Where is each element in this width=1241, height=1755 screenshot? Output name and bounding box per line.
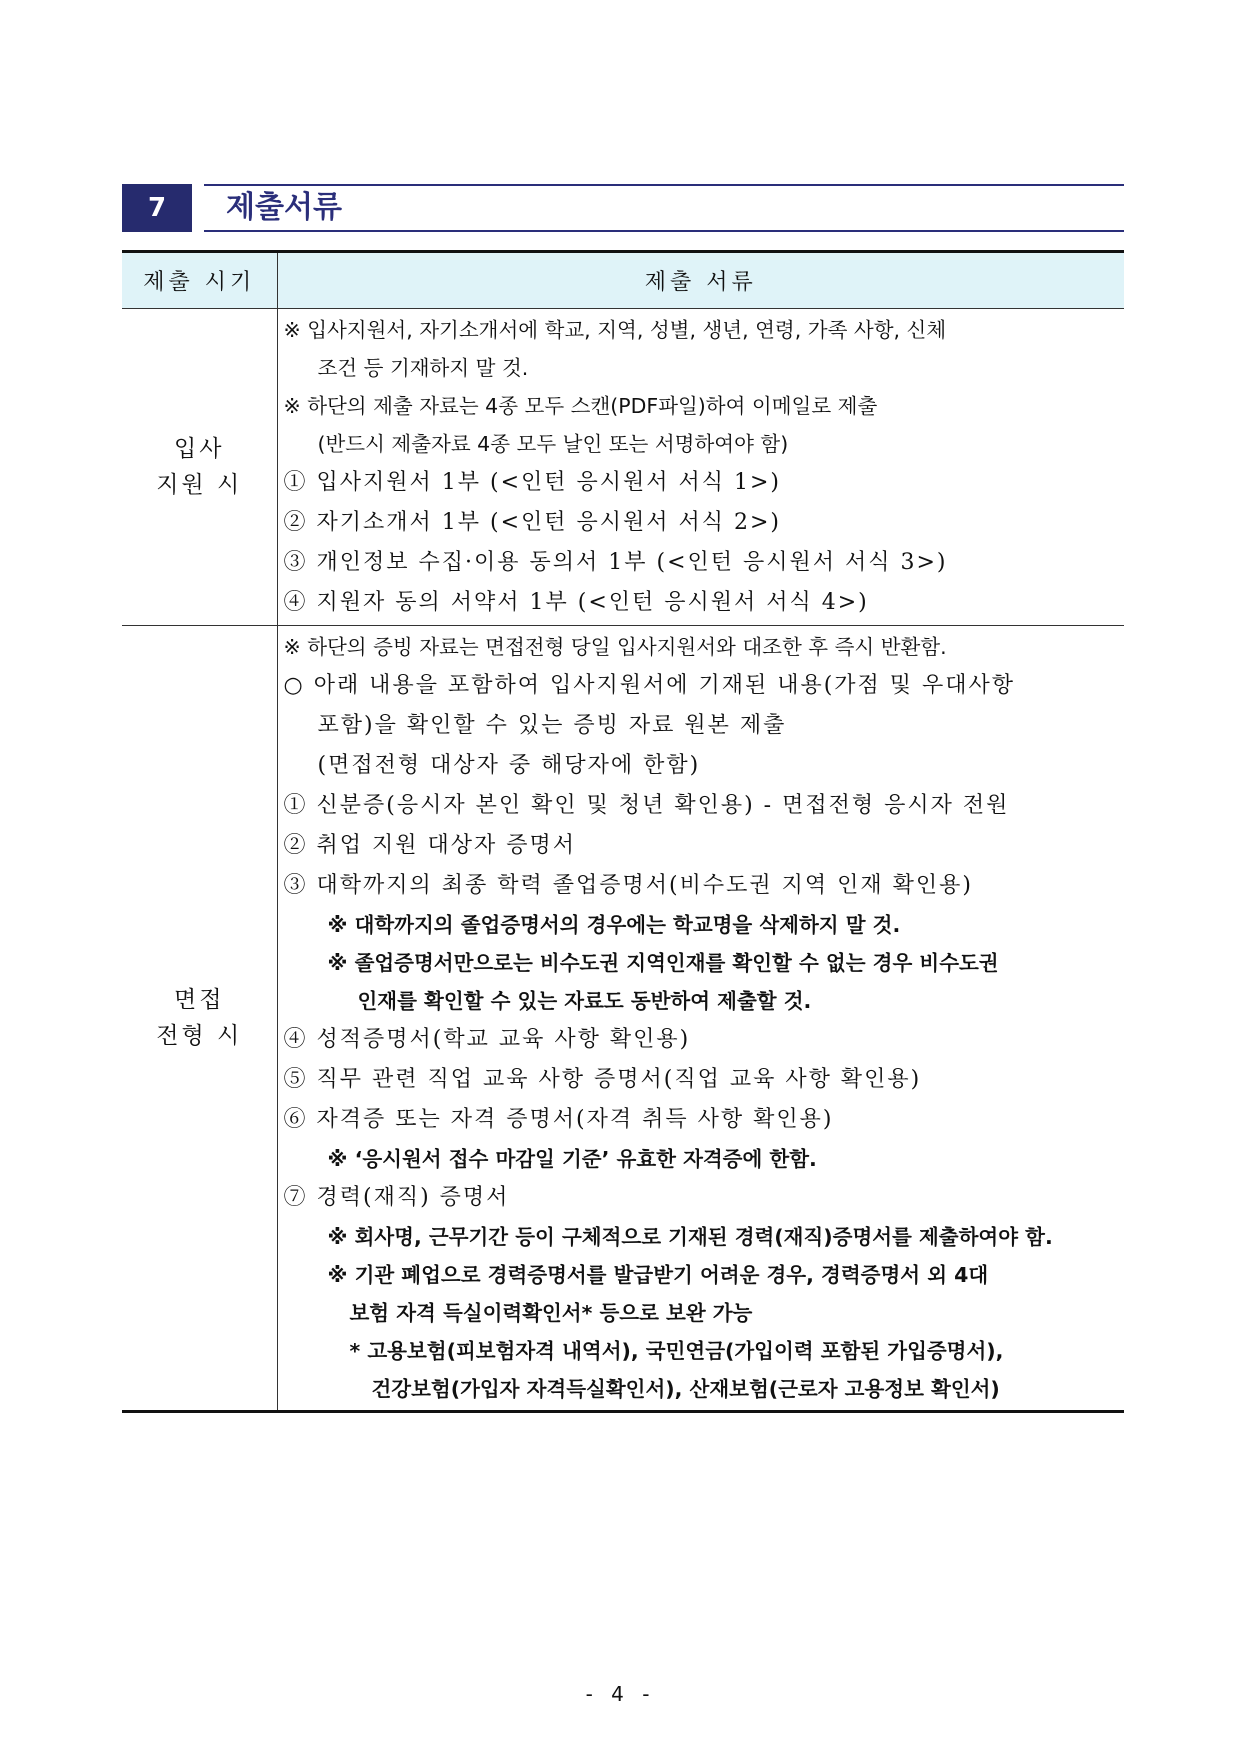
list-item: ○ 아래 내용을 포함하여 입사지원서에 기재된 내용(가점 및 우대사항 xyxy=(283,673,1016,698)
note-line: (반드시 제출자료 4종 모두 날인 또는 서명하여야 함) xyxy=(317,432,789,456)
documents-interview xyxy=(277,626,1124,1412)
list-item: ② 자기소개서 1부 (<인턴 응시원서 서식 2>) xyxy=(283,510,782,535)
note-line: ※ 졸업증명서만으로는 비수도권 지역인재를 확인할 수 없는 경우 비수도권 xyxy=(327,951,999,975)
header-top-rule xyxy=(204,184,1124,186)
list-item: ⑦ 경력(재직) 증명서 xyxy=(283,1185,510,1210)
note-line: ※ 하단의 제출 자료는 4종 모두 스캔(PDF파일)하여 이메일로 제출 xyxy=(283,394,878,418)
note-line: ※ ‘응시원서 접수 마감일 기준’ 유효한 자격증에 한함. xyxy=(327,1147,817,1171)
list-item: (면접전형 대상자 중 해당자에 한함) xyxy=(317,753,701,778)
header-submission-time: 제출 시기 xyxy=(122,252,277,309)
note-line: 보험 자격 득실이력확인서* 등으로 보완 가능 xyxy=(349,1301,753,1325)
list-item: ⑥ 자격증 또는 자격 증명서(자격 취득 사항 확인용) xyxy=(283,1107,834,1132)
list-item: ⑤ 직무 관련 직업 교육 사항 증명서(직업 교육 사항 확인용) xyxy=(283,1067,922,1092)
row-application-stage xyxy=(122,309,1124,626)
list-item: ③ 개인정보 수집·이용 동의서 1부 (<인턴 응시원서 서식 3>) xyxy=(283,550,948,575)
time-label-line2: 지원 시 xyxy=(156,472,243,498)
footnote-line: 건강보험(가입자 자격득실확인서), 산재보험(근로자 고용정보 확인서) xyxy=(371,1377,1000,1401)
list-item: ② 취업 지원 대상자 증명서 xyxy=(283,833,576,858)
list-item: ③ 대학까지의 최종 학력 졸업증명서(비수도권 지역 인재 확인용) xyxy=(283,873,973,898)
time-application xyxy=(122,309,277,626)
list-item: ④ 성적증명서(학교 교육 사항 확인용) xyxy=(283,1027,691,1052)
note-line: ※ 대학까지의 졸업증명서의 경우에는 학교명을 삭제하지 말 것. xyxy=(327,913,901,937)
documents-table xyxy=(122,250,1124,1413)
header-bottom-rule xyxy=(204,230,1124,232)
note-line: ※ 하단의 증빙 자료는 면접전형 당일 입사지원서와 대조한 후 즉시 반환함. xyxy=(283,635,947,659)
row-interview-stage xyxy=(122,626,1124,1412)
time-label-line2: 전형 시 xyxy=(156,1023,243,1049)
time-label-line1: 입사 xyxy=(174,436,225,462)
note-line: ※ 회사명, 근무기간 등이 구체적으로 기재된 경력(재직)증명서를 제출하여야 함. xyxy=(327,1225,1053,1249)
note-line: 인재를 확인할 수 있는 자료도 동반하여 제출할 것. xyxy=(357,989,812,1013)
section-header xyxy=(122,184,1124,232)
header-submission-documents: 제출 서류 xyxy=(277,252,1124,309)
note-line: ※ 입사지원서, 자기소개서에 학교, 지역, 성별, 생년, 연령, 가족 사항, 신체 xyxy=(283,318,947,342)
footnote-line: * 고용보험(피보험자격 내역서), 국민연금(가입이력 포함된 가입증명서), xyxy=(349,1339,1004,1363)
list-item: ① 입사지원서 1부 (<인턴 응시원서 서식 1>) xyxy=(283,470,782,495)
documents-application xyxy=(277,309,1124,626)
list-item: ④ 지원자 동의 서약서 1부 (<인턴 응시원서 서식 4>) xyxy=(283,590,869,615)
page-number: - 4 - xyxy=(585,1682,656,1706)
section-title: 제출서류 xyxy=(226,190,342,225)
table-header-row xyxy=(122,252,1124,309)
list-item: ① 신분증(응시자 본인 확인 및 청년 확인용) - 면접전형 응시자 전원 xyxy=(283,793,1010,818)
section-number: 7 xyxy=(122,184,192,232)
note-line: 조건 등 기재하지 말 것. xyxy=(317,356,529,380)
list-item: 포함)을 확인할 수 있는 증빙 자료 원본 제출 xyxy=(317,713,787,738)
time-label-line1: 면접 xyxy=(174,987,225,1013)
time-interview xyxy=(122,626,277,1412)
note-line: ※ 기관 폐업으로 경력증명서를 발급받기 어려운 경우, 경력증명서 외 4대 xyxy=(327,1263,989,1287)
